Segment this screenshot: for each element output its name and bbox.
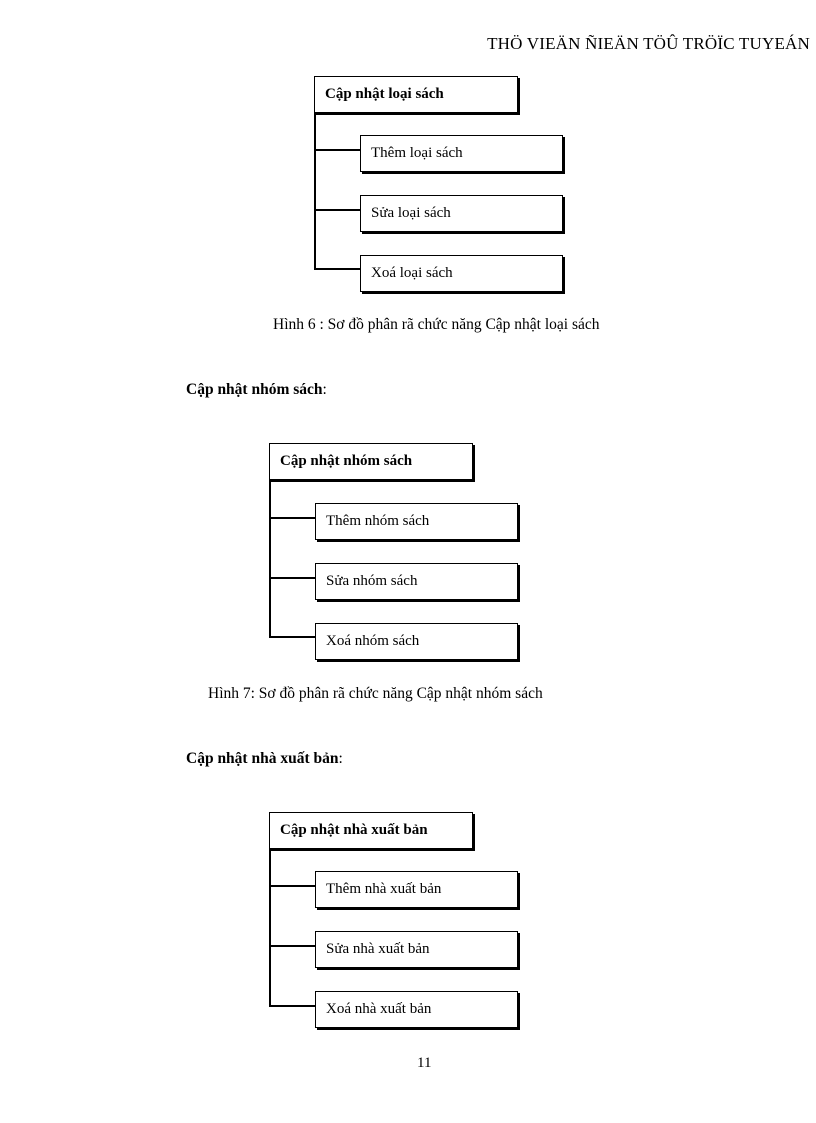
connector-line	[269, 1005, 315, 1007]
diagram-child-box: Xoá nhà xuất bản	[315, 991, 518, 1028]
connector-line	[269, 945, 315, 947]
diagram-child-box: Thêm nhóm sách	[315, 503, 518, 540]
connector-line	[314, 209, 360, 211]
connector-line	[269, 849, 271, 1006]
connector-line	[269, 885, 315, 887]
connector-line	[314, 113, 316, 269]
diagram-parent-box: Cập nhật nhóm sách	[269, 443, 473, 480]
section-title	[186, 750, 343, 768]
diagram-child-box: Thêm nhà xuất bản	[315, 871, 518, 908]
section-title-text: Cập nhật nhà xuất bản	[186, 750, 339, 767]
diagram-child-box: Thêm loại sách	[360, 135, 563, 172]
diagram-parent-box: Cập nhật nhà xuất bản	[269, 812, 473, 849]
page-header: THÖ VIEÄN ÑIEÄN TÖÛ TRÖÏC TUYEÁN	[487, 34, 810, 53]
connector-line	[269, 517, 315, 519]
connector-line	[314, 268, 360, 270]
connector-line	[269, 636, 315, 638]
section-title-suffix: :	[322, 381, 327, 398]
diagram-child-box: Sửa loại sách	[360, 195, 563, 232]
diagram-child-box: Sửa nhóm sách	[315, 563, 518, 600]
diagram-child-box: Xoá loại sách	[360, 255, 563, 292]
connector-line	[269, 577, 315, 579]
figure-caption: Hình 7: Sơ đồ phân rã chức năng Cập nhật nhóm sách	[208, 685, 543, 702]
figure-caption: Hình 6 : Sơ đồ phân rã chức năng Cập nhật loại sách	[273, 316, 600, 333]
connector-line	[314, 149, 360, 151]
page-number-text: 11	[417, 1055, 432, 1071]
diagram-child-box: Xoá nhóm sách	[315, 623, 518, 660]
connector-line	[269, 480, 271, 637]
section-title-text: Cập nhật nhóm sách	[186, 381, 323, 398]
section-title	[186, 381, 327, 399]
diagram-parent-box: Cập nhật loại sách	[314, 76, 518, 113]
diagram-child-box: Sửa nhà xuất bản	[315, 931, 518, 968]
section-title-suffix: :	[338, 750, 343, 767]
